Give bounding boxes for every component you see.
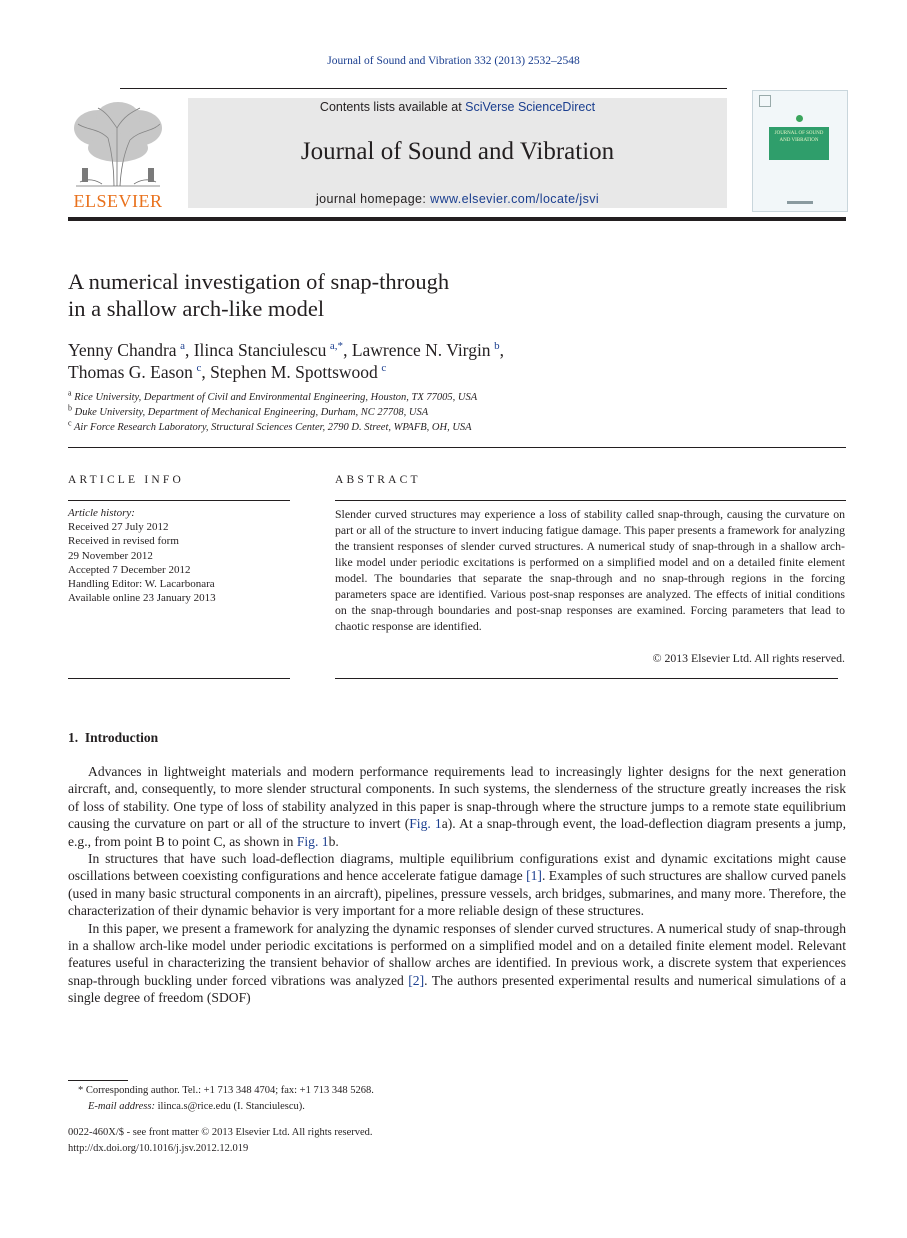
abstract-heading: ABSTRACT [335,474,421,486]
masthead-bottom-rule [68,217,846,221]
affiliation-text: Duke University, Department of Mechanical Engineering, Durham, NC 27708, USA [74,406,429,418]
author-affiliation-link[interactable]: a [180,340,185,353]
author-name: Thomas G. Eason [68,362,193,382]
corresponding-author-footnote: * Corresponding author. Tel.: +1 713 348 4704; fax: +1 713 348 5268. [78,1085,374,1096]
author-affiliation-link[interactable]: b [494,340,500,353]
title-line-2: in a shallow arch-like model [68,296,325,321]
affiliation-list [68,388,848,435]
cover-emblem-icon [796,115,803,122]
article-history [68,506,298,605]
reference-link[interactable]: [2] [408,972,425,988]
history-item: Available online 23 January 2013 [68,592,216,605]
doi-line[interactable]: http://dx.doi.org/10.1016/j.jsv.2012.12.019 [68,1142,249,1154]
journal-cover-thumbnail[interactable] [752,90,848,212]
email-label: E-mail address: [88,1100,155,1112]
history-item: 29 November 2012 [68,549,153,562]
author-name: Ilinca Stanciulescu [193,340,327,360]
article-info-heading: ARTICLE INFO [68,474,184,486]
footnotes [68,1083,768,1114]
author-line-1: Yenny Chandra $^a$, Ilinca Stanciulescu $^{a,*}$, Lawrence N. Virgin $^b$, [68,340,504,360]
section-number: 1. [68,730,79,745]
homepage-line [188,192,727,206]
history-item: Received 27 July 2012 [68,521,169,534]
affiliation-label: a [68,388,72,398]
masthead-top-rule [120,88,727,89]
divider [68,678,290,679]
imprint [68,1125,568,1156]
homepage-prefix: journal homepage: [315,192,431,206]
affiliation-item [68,403,848,421]
article-title [68,268,768,322]
divider [335,678,838,679]
email-footnote [68,1099,768,1115]
author-name: Yenny Chandra [68,340,177,360]
author-line-2: Thomas G. Eason $^c$, Stephen M. Spottswood $^c$ [68,362,387,382]
title-line-1: A numerical investigation of snap-through [68,269,450,294]
text-run: Advances in lightweight materials and modern performance requirements lead to increasingly lighter designs for the next generation aircraft, and, consequently, to more slender structural components. In such systems, the slenderness of the structure greatly increases the risk of loss of stability. One type of loss of stability analyzed in this paper is snap-through where the structure jumps to a remote state equilibrium causing the curvature on part or all of the structure to invert ( [68,764,846,832]
divider [335,500,846,501]
affiliation-text: Rice University, Department of Civil and Environmental Engineering, Houston, TX 77005, USA [74,392,478,403]
author-affiliation-link[interactable]: a,* [329,340,344,353]
journal-name: Journal of Sound and Vibration [300,138,615,165]
text-run: b. [328,833,339,849]
copyright-notice: © 2013 Elsevier Ltd. All rights reserved. [652,651,845,665]
divider [68,500,290,501]
paragraph [68,920,846,1007]
author-name: Stephen M. Spottswood [210,362,378,382]
divider [68,447,846,448]
cover-logo-icon [759,95,771,107]
email-address: ilinca.s@rice.edu (I. Stanciulescu). [154,1100,305,1112]
author-affiliation-link[interactable]: c [381,362,387,375]
history-item: Accepted 7 December 2012 [68,563,191,576]
homepage-link[interactable]: www.elsevier.com/locate/jsvi [430,192,600,206]
author-affiliation-link[interactable]: c [196,362,202,375]
cover-title: JOURNAL OF SOUND AND VIBRATION [769,127,829,160]
cover-footer-mark [787,201,813,204]
issn-line: 0022-460X/$ - see front matter © 2013 Elsevier Ltd. All rights reserved. [68,1127,373,1138]
history-label: Article history: [68,507,135,519]
figure-link[interactable]: Fig. 1 [296,833,329,849]
paragraph [68,763,846,850]
text-run: In structures that have such load-deflection diagrams, multiple equilibrium configurations exist and dynamic excitations might cause oscillations between coexisting configurations and hence accelerate fatigue damage [68,851,846,884]
contents-line [188,100,727,114]
author-name: Lawrence N. Virgin [351,340,491,360]
affiliation-item [68,388,848,406]
reference-link[interactable]: [1] [526,868,542,884]
history-item: Received in revised form [68,535,179,548]
abstract-text: Slender curved structures may experience a loss of stability called snap-through, causing the curvature on part or all of the structure to invert inducing fatigue damage. This paper presents a framework for analyzing the transient responses of slender curved structures. A numerical study of snap-through in a shallow arch-like model under periodic excitations is performed on a simplified model and on a detailed finite element model. The boundaries that separate the snap-through and no snap-through regions in the forcing parameters space are identified. Various post-snap responses are analyzed. The effects of initial conditions on the snap-through boundaries and post-snap responses are examined. Forcing parameters that lead to chaotic response are identified. [335,507,845,633]
section-title: Introduction [84,730,159,745]
sciencedirect-link[interactable]: SciVerse ScienceDirect [465,100,596,114]
contents-prefix: Contents lists available at [319,100,466,114]
paragraph [68,850,846,920]
section-heading [68,730,158,746]
figure-link[interactable]: Fig. 1 [409,816,442,832]
author-list [68,339,848,383]
text-run: a). At a snap-through event, the load-deflection diagram presents a jump, e.g., from point B to point C, as shown in [68,816,847,849]
body-text [68,763,846,1007]
affiliation-label: c [68,418,72,428]
journal-citation[interactable]: Journal of Sound and Vibration 332 (2013) 2532–2548 [327,55,580,67]
affiliation-text: Air Force Research Laboratory, Structural Sciences Center, 2790 D. Street, WPAFB, OH, USA [74,421,472,433]
affiliation-label: b [68,403,72,413]
affiliation-item [68,418,848,436]
publisher-logo-text: ELSEVIER [73,191,163,211]
text-run: . Examples of such structures are shallow curved panels (used in many basic structural components in an aircraft), pipelines, pressure vessels, arch bridges, submarines, and many more. Therefore, the characterization of their dynamic behavior is very important for a more reliable design of these structures. [68,868,847,919]
footnote-divider [68,1080,128,1081]
text-run: In this paper, we present a framework for analyzing the dynamic responses of slender curved structures. A numerical study of snap-through in a shallow arch-like model under periodic excitations is performed on a simplified model and on a detailed finite element model. Relevant features useful in characterizing the transient behavior of shallow arches are identified. In previous work, a discrete system that experiences snap-through buckling under forced vibrations was analyzed [68,920,846,988]
text-run: . The authors presented experimental results and numerical simulations of a single degree of freedom (SDOF) [68,972,846,1006]
history-item: Handling Editor: W. Lacarbonara [68,578,215,591]
